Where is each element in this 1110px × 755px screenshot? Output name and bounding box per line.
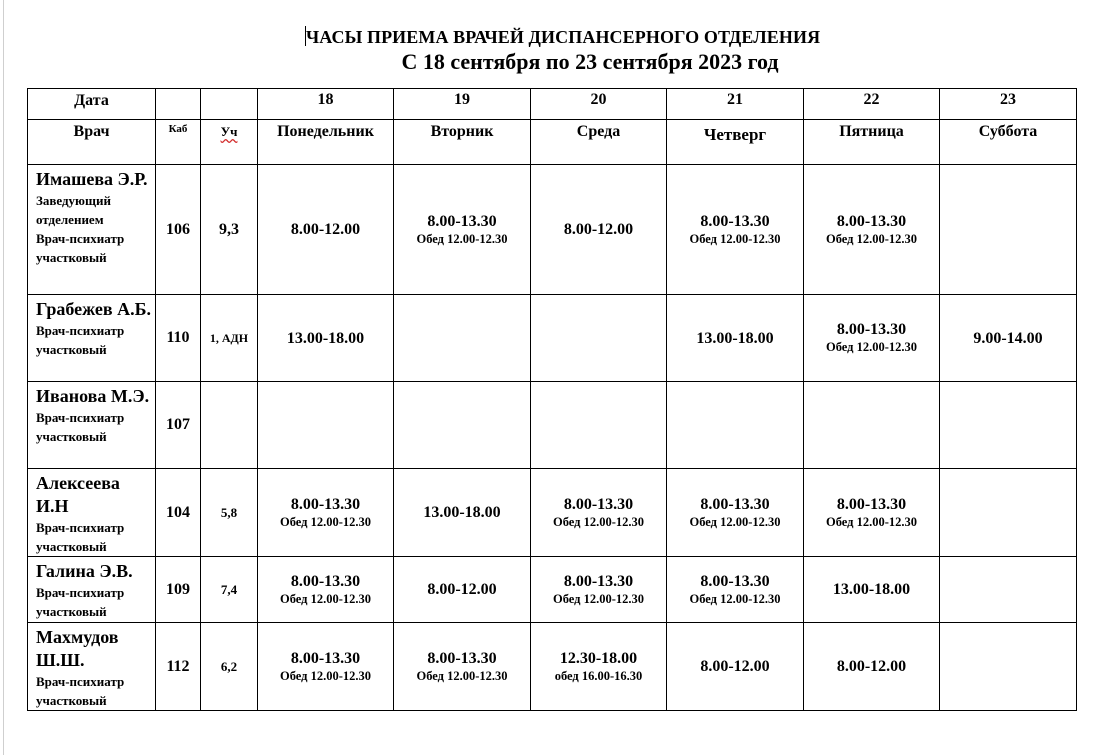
schedule-cell xyxy=(940,295,1077,382)
lunch-break: Обед 12.00-12.30 xyxy=(825,340,918,354)
day-number: 22 xyxy=(804,89,940,120)
doctor-role: Врач-психиатр участковый xyxy=(36,323,125,357)
schedule-cell xyxy=(667,295,804,382)
doctor-role: Врач-психиатр участковый xyxy=(36,231,125,265)
schedule-cell xyxy=(667,557,804,623)
doctor-name: Иванова М.Э. xyxy=(36,386,150,406)
doctor-cell xyxy=(28,382,156,469)
day-number: 20 xyxy=(531,89,667,120)
lunch-break: Обед 12.00-12.30 xyxy=(552,591,645,606)
doctor-name: Алексеева И.Н xyxy=(36,473,120,516)
room-number: 107 xyxy=(156,382,201,469)
room-number: 109 xyxy=(156,557,201,623)
lunch-break: Обед 12.00-12.30 xyxy=(416,231,508,246)
day-number: 19 xyxy=(394,89,531,120)
day-number: 18 xyxy=(258,89,394,120)
day-name: Суббота xyxy=(940,120,1077,165)
doctor-cell xyxy=(28,623,156,711)
shift-time: 8.00-13.30 xyxy=(563,572,634,590)
schedule-cell xyxy=(940,623,1077,711)
lunch-break: Обед 12.00-12.30 xyxy=(279,514,372,529)
room-number: 106 xyxy=(156,165,201,295)
lunch-break: Обед 12.00-12.30 xyxy=(689,591,781,606)
doctor-row xyxy=(28,557,1077,623)
schedule-cell xyxy=(804,623,940,711)
schedule-cell xyxy=(394,469,531,557)
schedule-cell xyxy=(394,623,531,711)
room-number: 112 xyxy=(156,623,201,711)
plot-number: 5,8 xyxy=(201,469,258,557)
doctor-role: Врач-психиатр участковый xyxy=(36,585,125,619)
lunch-break: Обед 12.00-12.30 xyxy=(279,668,372,683)
header-row-dates xyxy=(28,89,1077,120)
schedule-cell xyxy=(667,469,804,557)
shift-time: 13.00-18.00 xyxy=(286,329,365,347)
plot-number: 7,4 xyxy=(201,557,258,623)
doctor-name: Галина Э.В. xyxy=(36,561,133,581)
schedule-table xyxy=(27,88,1077,711)
schedule-cell xyxy=(258,165,394,295)
doctor-role: Врач-психиатр участковый xyxy=(36,520,125,554)
doctor-role: Врач-психиатр участковый xyxy=(36,674,125,708)
doctor-name: Грабежев А.Б. xyxy=(36,299,152,319)
doctor-header: Врач xyxy=(28,120,156,165)
plot-number: 1, АДН xyxy=(201,295,258,382)
shift-time: 13.00-18.00 xyxy=(696,329,774,347)
page-edge xyxy=(3,0,4,755)
page-subtitle: С 18 сентября по 23 сентября 2023 год xyxy=(401,49,779,74)
day-number: 23 xyxy=(940,89,1077,120)
shift-time: 8.00-13.30 xyxy=(290,572,361,590)
plot-header-text: Уч xyxy=(220,124,238,139)
lunch-break: Обед 12.00-12.30 xyxy=(552,514,645,529)
shift-time: 8.00-12.00 xyxy=(563,221,634,238)
room-number: 104 xyxy=(156,469,201,557)
schedule-cell xyxy=(531,557,667,623)
doctor-row xyxy=(28,623,1077,711)
plot-number xyxy=(201,382,258,469)
doctor-name: Имашева Э.Р. xyxy=(36,169,148,189)
shift-time: 8.00-13.30 xyxy=(836,495,907,513)
schedule-cell xyxy=(940,557,1077,623)
schedule-cell xyxy=(940,165,1077,295)
shift-time: 8.00-13.30 xyxy=(427,212,497,230)
doctor-cell xyxy=(28,557,156,623)
doctor-row xyxy=(28,469,1077,557)
schedule-cell xyxy=(667,165,804,295)
schedule-cell xyxy=(667,382,804,469)
doctor-row xyxy=(28,165,1077,295)
schedule-cell xyxy=(940,382,1077,469)
header-row-days xyxy=(28,120,1077,165)
blank-header-cell xyxy=(156,89,201,120)
plot-header xyxy=(201,120,258,165)
shift-time: 8.00-12.00 xyxy=(836,658,907,675)
schedule-cell xyxy=(394,382,531,469)
shift-time: 13.00-18.00 xyxy=(423,504,501,521)
shift-time: 13.00-18.00 xyxy=(832,581,911,598)
schedule-cell xyxy=(531,382,667,469)
day-name: Пятница xyxy=(804,120,940,165)
schedule-cell xyxy=(804,557,940,623)
day-name: Четверг xyxy=(667,120,804,165)
shift-time: 9.00-14.00 xyxy=(973,329,1043,347)
schedule-cell xyxy=(531,623,667,711)
plot-number: 9,3 xyxy=(201,165,258,295)
doctor-cell xyxy=(28,469,156,557)
doctor-name: Махмудов Ш.Ш. xyxy=(36,627,119,670)
lunch-break: Обед 12.00-12.30 xyxy=(689,231,781,246)
lunch-break: Обед 12.00-12.30 xyxy=(279,591,372,606)
schedule-cell xyxy=(394,165,531,295)
day-name: Вторник xyxy=(394,120,531,165)
shift-time: 8.00-13.30 xyxy=(700,495,770,513)
shift-time: 12.30-18.00 xyxy=(559,649,638,667)
shift-time: 8.00-13.30 xyxy=(700,572,770,590)
page-title xyxy=(305,26,1065,48)
shift-time: 8.00-12.00 xyxy=(427,581,497,598)
day-name: Среда xyxy=(531,120,667,165)
schedule-cell xyxy=(394,295,531,382)
schedule-cell xyxy=(804,165,940,295)
lunch-break: Обед 12.00-12.30 xyxy=(416,668,508,683)
schedule-cell xyxy=(804,295,940,382)
shift-time: 8.00-13.30 xyxy=(427,649,497,667)
date-header: Дата xyxy=(28,89,156,120)
doctor-row xyxy=(28,382,1077,469)
shift-time: 8.00-13.30 xyxy=(290,649,361,667)
shift-time: 8.00-13.30 xyxy=(700,212,770,230)
shift-time: 8.00-13.30 xyxy=(836,212,907,230)
doctor-role: Врач-психиатр участковый xyxy=(36,410,125,444)
shift-time: 8.00-13.30 xyxy=(290,495,361,513)
doctor-role: Заведующий отделением xyxy=(36,193,111,227)
schedule-cell xyxy=(258,623,394,711)
doctor-cell xyxy=(28,295,156,382)
room-number: 110 xyxy=(156,295,201,382)
room-header: Каб xyxy=(156,120,201,165)
schedule-cell xyxy=(258,382,394,469)
schedule-cell xyxy=(804,382,940,469)
lunch-break: Обед 12.00-12.30 xyxy=(689,514,781,529)
schedule-cell xyxy=(531,165,667,295)
lunch-break: Обед 12.00-12.30 xyxy=(825,514,918,529)
day-name: Понедельник xyxy=(258,120,394,165)
schedule-cell xyxy=(804,469,940,557)
doctor-cell xyxy=(28,165,156,295)
blank-header-cell xyxy=(201,89,258,120)
schedule-cell xyxy=(394,557,531,623)
schedule-cell xyxy=(531,295,667,382)
page-title-text: ЧАСЫ ПРИЕМА ВРАЧЕЙ ДИСПАНСЕРНОГО ОТДЕЛЕНИЯ xyxy=(306,27,821,47)
shift-time: 8.00-12.00 xyxy=(700,658,770,675)
shift-time: 8.00-13.30 xyxy=(563,495,634,513)
schedule-cell xyxy=(258,557,394,623)
schedule-cell xyxy=(258,295,394,382)
lunch-break: Обед 12.00-12.30 xyxy=(825,231,918,246)
plot-number: 6,2 xyxy=(201,623,258,711)
schedule-cell xyxy=(667,623,804,711)
day-number: 21 xyxy=(667,89,804,120)
schedule-cell xyxy=(258,469,394,557)
lunch-break: обед 16.00-16.30 xyxy=(554,668,643,683)
shift-time: 8.00-13.30 xyxy=(836,321,907,338)
shift-time: 8.00-12.00 xyxy=(290,221,361,238)
doctor-row xyxy=(28,295,1077,382)
schedule-cell xyxy=(531,469,667,557)
schedule-cell xyxy=(940,469,1077,557)
